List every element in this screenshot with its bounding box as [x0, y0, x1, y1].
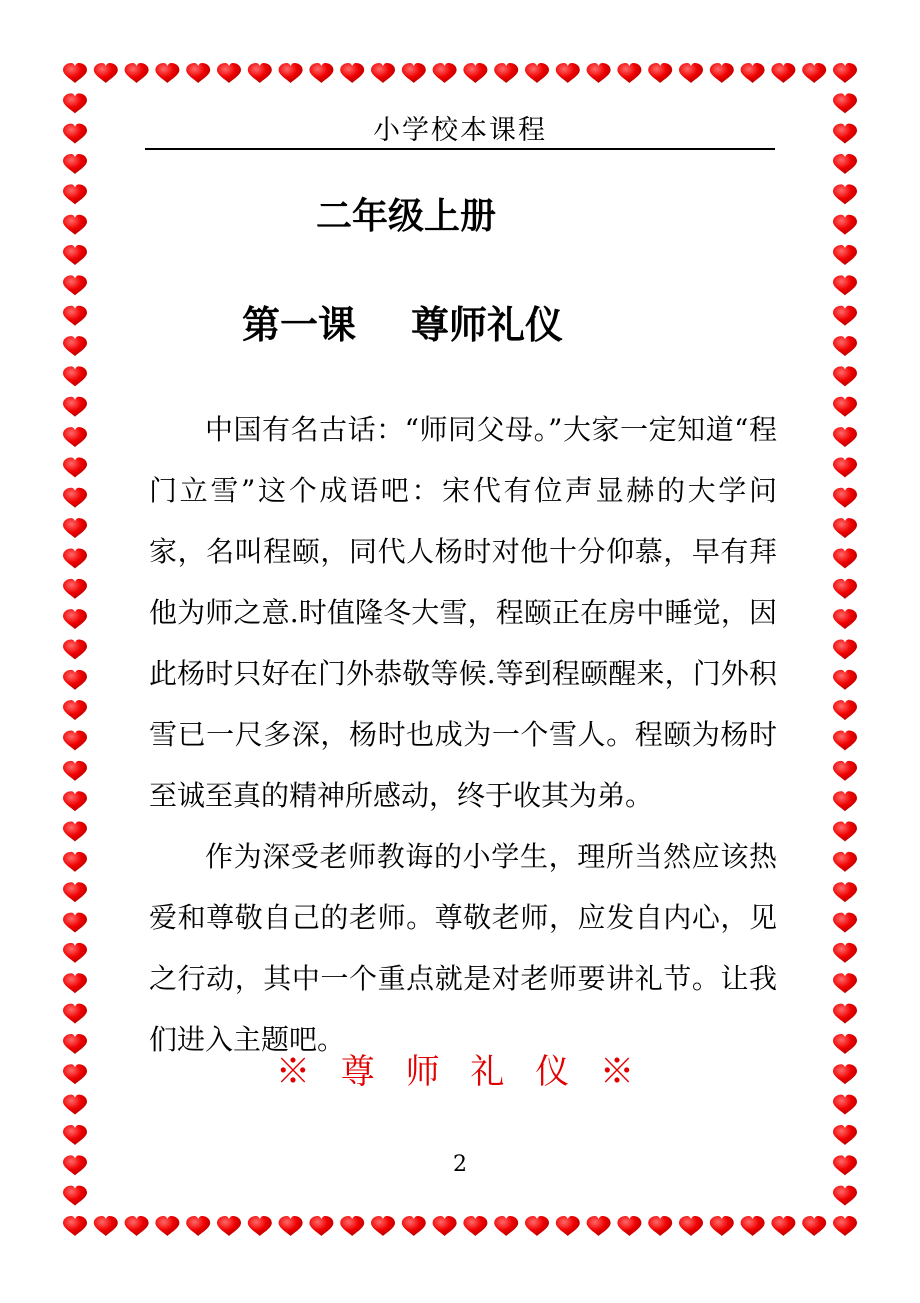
lesson-heading	[242, 294, 563, 349]
heart-icon	[648, 1216, 672, 1236]
heart-icon	[833, 275, 857, 295]
heart-icon	[63, 973, 87, 993]
heart-icon	[402, 63, 426, 83]
heart-icon	[63, 154, 87, 174]
heart-icon	[833, 640, 857, 660]
heart-icon	[771, 63, 795, 83]
heart-icon	[679, 63, 703, 83]
heart-icon	[648, 63, 672, 83]
heart-icon	[679, 1216, 703, 1236]
heart-icon	[833, 215, 857, 235]
heart-icon	[833, 791, 857, 811]
heart-icon	[63, 457, 87, 477]
heart-icon	[587, 63, 611, 83]
heart-icon	[833, 306, 857, 326]
heart-icon	[833, 1095, 857, 1115]
heart-icon	[617, 63, 641, 83]
heart-icon	[371, 1216, 395, 1236]
heart-icon	[63, 518, 87, 538]
heart-icon	[63, 245, 87, 265]
heart-icon	[63, 609, 87, 629]
heart-icon	[833, 943, 857, 963]
heart-icon	[125, 63, 149, 83]
heart-icon	[463, 1216, 487, 1236]
lesson-title: 尊师礼仪	[411, 302, 564, 347]
heart-icon	[525, 1216, 549, 1236]
heart-icon	[525, 63, 549, 83]
heart-icon	[833, 184, 857, 204]
paragraph: 作为深受老师教诲的小学生，理所当然应该热爱和尊敬自己的老师。尊敬老师，应发自内心，见之行动，其中一个重点就是对老师要讲礼节。让我们进入主题吧。	[149, 840, 777, 1056]
heart-icon	[94, 1216, 118, 1236]
heart-icon	[833, 63, 857, 83]
grade-title: 二年级上册	[316, 195, 497, 237]
heart-icon	[802, 1216, 826, 1236]
heart-icon	[63, 124, 87, 144]
heart-icon	[833, 761, 857, 781]
heart-icon	[63, 1216, 87, 1236]
heart-icon	[833, 609, 857, 629]
heart-icon	[248, 63, 272, 83]
heart-icon	[63, 427, 87, 447]
heart-icon	[802, 63, 826, 83]
heart-icon	[402, 1216, 426, 1236]
heart-icon	[833, 427, 857, 447]
heart-icon	[433, 63, 457, 83]
heart-icon	[833, 488, 857, 508]
heart-icon	[833, 852, 857, 872]
heart-icon	[833, 245, 857, 265]
heart-icon	[63, 275, 87, 295]
heart-icon	[155, 63, 179, 83]
heart-icon	[63, 822, 87, 842]
heart-icon	[63, 882, 87, 902]
heart-icon	[833, 579, 857, 599]
heart-icon	[710, 1216, 734, 1236]
heart-icon	[340, 1216, 364, 1236]
heart-icon	[63, 1125, 87, 1145]
heart-icon	[63, 366, 87, 386]
heart-icon	[63, 63, 87, 83]
heart-icon	[833, 518, 857, 538]
closing-heading: ※ 尊 师 礼 仪 ※	[275, 1052, 645, 1092]
paragraph: 中国有名古话：“师同父母。”大家一定知道“程门立雪”这个成语吧：宋代有位声显赫的大学问家，名叫程颐，同代人杨时对他十分仰慕，早有拜他为师之意.时值隆冬大雪，程颐正在房中睡觉，因此杨时只好在门外恭敬等候.等到程颐醒来，门外积雪已一尺多深，杨时也成为一个雪人。程颐为杨时至诚至真的精神所感动，终于收其为弟。	[149, 413, 777, 812]
lesson-body	[149, 399, 777, 1070]
heart-icon	[833, 913, 857, 933]
heart-icon	[833, 124, 857, 144]
heart-icon	[186, 63, 210, 83]
heart-icon	[833, 670, 857, 690]
heart-icon	[833, 973, 857, 993]
heart-icon	[833, 366, 857, 386]
heart-icon	[248, 1216, 272, 1236]
heart-icon	[710, 63, 734, 83]
heart-icon	[63, 184, 87, 204]
heart-icon	[309, 63, 333, 83]
heart-icon	[833, 154, 857, 174]
heart-icon	[63, 1186, 87, 1206]
heart-icon	[771, 1216, 795, 1236]
heart-icon	[833, 397, 857, 417]
heart-icon	[433, 1216, 457, 1236]
heart-icon	[833, 1004, 857, 1024]
heart-icon	[279, 1216, 303, 1236]
heart-icon	[833, 882, 857, 902]
heart-icon	[833, 548, 857, 568]
lesson-number: 第一课	[242, 302, 357, 347]
heart-icon	[833, 700, 857, 720]
heart-icon	[556, 63, 580, 83]
heart-icon	[63, 1004, 87, 1024]
heart-icon	[125, 1216, 149, 1236]
heart-icon	[340, 63, 364, 83]
heart-icon	[63, 93, 87, 113]
page-number: 2	[453, 1152, 467, 1177]
heart-icon	[63, 670, 87, 690]
course-header: 小学校本课程	[373, 115, 547, 146]
heart-icon	[833, 731, 857, 751]
heart-icon	[494, 63, 518, 83]
heart-icon	[587, 1216, 611, 1236]
heart-icon	[309, 1216, 333, 1236]
heart-icon	[833, 336, 857, 356]
heart-icon	[63, 336, 87, 356]
heart-icon	[833, 822, 857, 842]
heart-icon	[279, 63, 303, 83]
header-divider	[145, 148, 775, 150]
heart-icon	[63, 791, 87, 811]
heart-icon	[63, 731, 87, 751]
heart-icon	[463, 63, 487, 83]
heart-icon	[63, 913, 87, 933]
heart-icon	[63, 640, 87, 660]
heart-icon	[63, 548, 87, 568]
heart-icon	[63, 488, 87, 508]
heart-icon	[63, 215, 87, 235]
heart-icon	[63, 397, 87, 417]
heart-icon	[833, 1125, 857, 1145]
heart-icon	[833, 1186, 857, 1206]
heart-icon	[217, 1216, 241, 1236]
heart-icon	[63, 1095, 87, 1115]
heart-icon	[186, 1216, 210, 1236]
heart-icon	[556, 1216, 580, 1236]
heart-icon	[63, 761, 87, 781]
heart-icon	[217, 63, 241, 83]
heart-icon	[833, 93, 857, 113]
heart-icon	[94, 63, 118, 83]
heart-icon	[617, 1216, 641, 1236]
heart-icon	[741, 1216, 765, 1236]
heart-icon	[63, 306, 87, 326]
heart-icon	[741, 63, 765, 83]
heart-icon	[494, 1216, 518, 1236]
heart-icon	[63, 852, 87, 872]
heart-icon	[63, 700, 87, 720]
heart-icon	[63, 943, 87, 963]
heart-icon	[371, 63, 395, 83]
heart-icon	[833, 1216, 857, 1236]
heart-icon	[833, 457, 857, 477]
heart-icon	[63, 579, 87, 599]
heart-icon	[155, 1216, 179, 1236]
